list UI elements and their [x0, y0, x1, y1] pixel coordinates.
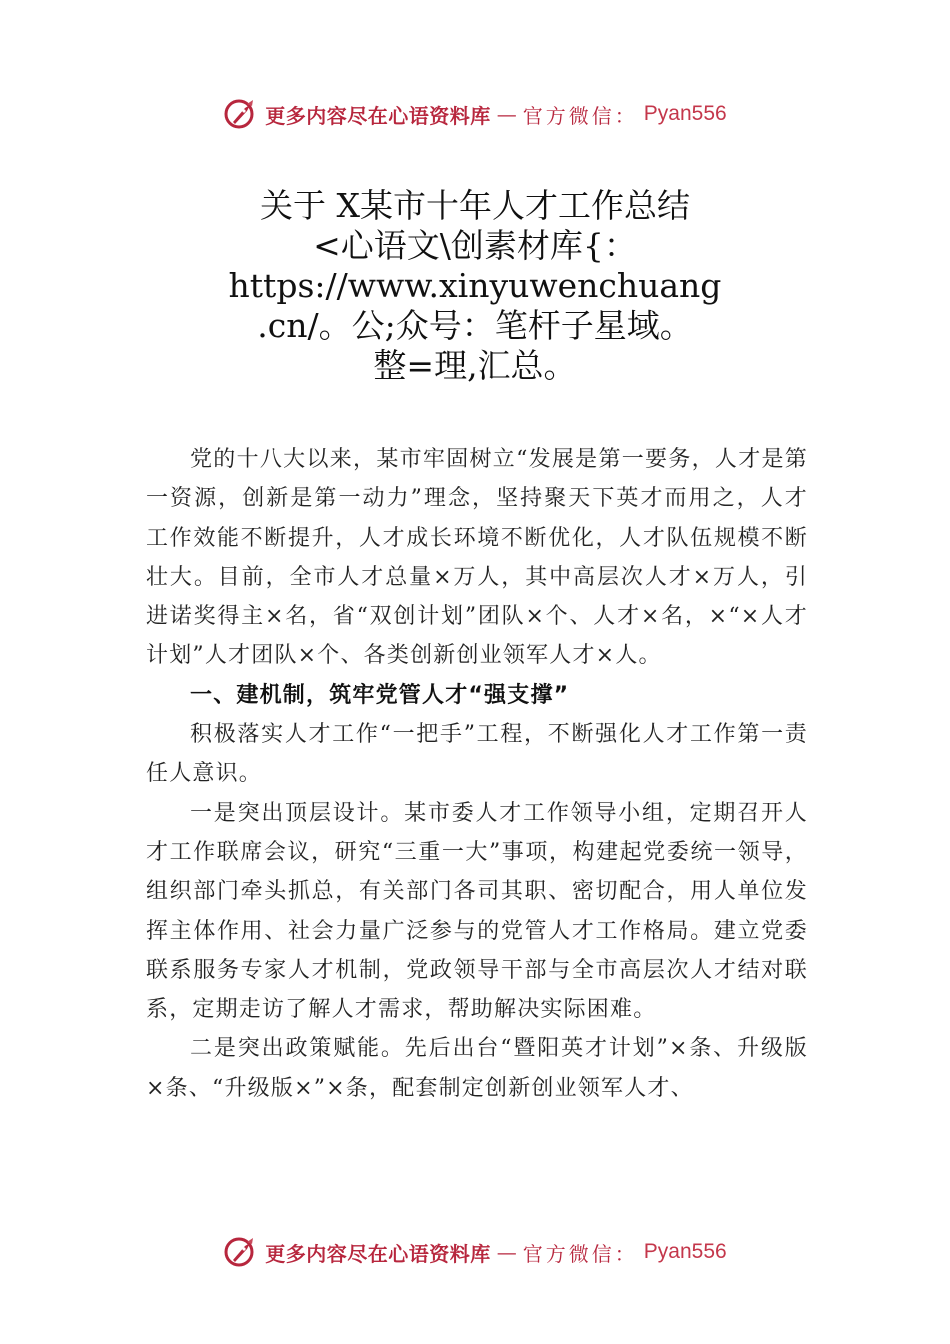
watermark-banner-top — [0, 92, 950, 136]
watermark-brand: 更多内容尽在心语资料库 — [265, 1241, 491, 1266]
pen-nib-logo-icon — [223, 1234, 259, 1270]
watermark-banner-bottom — [0, 1230, 950, 1274]
document-title — [200, 186, 750, 386]
body-paragraph: 二是突出政策赋能。先后出台“暨阳英才计划”×条、升级版×条、“升级版×”×条，配套制定创新创业领军人才、 — [146, 1036, 808, 1101]
title-line: <心语文\创素材库{： — [313, 226, 637, 265]
watermark-brand: 更多内容尽在心语资料库 — [265, 103, 491, 128]
watermark-wechat-id: Pyan556 — [643, 102, 727, 125]
watermark-separator: — — [496, 102, 517, 126]
document-body — [146, 440, 808, 1108]
body-paragraph: 一是突出顶层设计。某市委人才工作领导小组，定期召开人才工作联席会议，研究“三重一大”事项，构建起党委统一领导，组织部门牵头抓总，有关部门各司其职、密切配合，用人单位发挥主体作用、社会力量广泛参与的党管人才工作格局。建立党委联系服务专家人才机制，党政领导干部与全市高层次人才结对联系，定期走访了解人才需求，帮助解决实际困难。 — [146, 800, 808, 1023]
watermark-label: 官方微信： — [522, 103, 638, 128]
title-line: 关于 X某市十年人才工作总结 — [260, 186, 690, 225]
pen-nib-logo-icon — [223, 96, 259, 132]
title-line: 整=理,汇总。 — [373, 346, 577, 385]
section-heading: 一、建机制，筑牢党管人才“强支撑” — [190, 682, 570, 708]
watermark-wechat-id: Pyan556 — [643, 1240, 727, 1263]
watermark-separator: — — [496, 1240, 517, 1264]
title-line: https://www.xinyuwenchuang — [228, 266, 722, 305]
title-line: .cn/。公;众号：笔杆子星域。 — [257, 306, 693, 345]
watermark-label: 官方微信： — [522, 1241, 638, 1266]
body-paragraph: 党的十八大以来，某市牢固树立“发展是第一要务，人才是第一资源，创新是第一动力”理念，坚持聚天下英才而用之，人才工作效能不断提升，人才成长环境不断优化，人才队伍规模不断壮大。目前，全市人才总量×万人，其中高层次人才×万人，引进诺奖得主×名，省“双创计划”团队×个、人才×名，×“×人才计划”人才团队×个、各类创新创业领军人才×人。 — [146, 447, 808, 669]
body-paragraph: 积极落实人才工作“一把手”工程，不断强化人才工作第一责任人意识。 — [146, 722, 808, 787]
